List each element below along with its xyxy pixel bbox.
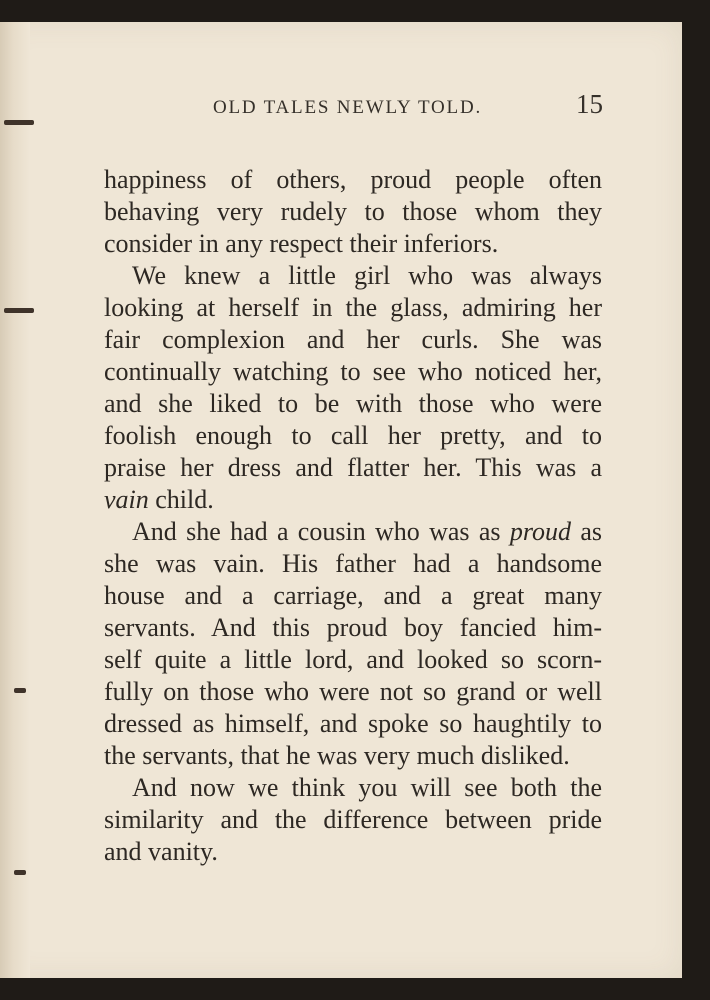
text-line: fully on those who were not so grand or well [104,677,602,706]
text-line: And now we think you will see both the [132,773,602,802]
page-header [213,89,603,124]
text-line: and vanity. [104,837,218,866]
text-line: praise her dress and flatter her. This was a [104,453,602,482]
page-gutter [0,22,30,978]
body-text [104,164,602,868]
text-line: happiness of others, proud people often [104,165,602,194]
text-line: she was vain. His father had a handsome [104,549,602,578]
text-line: similarity and the difference between pride [104,805,602,834]
running-title: OLD TALES NEWLY TOLD. [213,97,483,118]
emphasized-word: proud [509,517,572,546]
line-text: And she had a cousin who was as [132,517,510,546]
text-line: fair complexion and her curls. She was [104,325,602,354]
text-line: dressed as himself, and spoke so haughtily to [104,709,602,738]
text-line: and she liked to be with those who were [104,389,602,418]
binding-stitch [4,120,34,125]
text-line [104,484,602,516]
text-line: consider in any respect their inferiors. [104,229,499,258]
binding-stitch [14,870,26,875]
text-line: foolish enough to call her pretty, and to [104,421,602,450]
text-line: self quite a little lord, and looked so scorn- [104,645,602,674]
text-line: looking at herself in the glass, admiring her [104,293,602,322]
text-line: We knew a little girl who was always [132,261,602,290]
line-text: child. [148,485,214,514]
text-line [104,516,602,548]
text-line: the servants, that he was very much disliked. [104,741,570,770]
text-line: servants. And this proud boy fancied him- [104,613,602,642]
text-line: house and a carriage, and a great many [104,581,602,610]
line-text: as [571,517,602,546]
binding-stitch [14,688,26,693]
text-line: behaving very rudely to those whom they [104,197,602,226]
binding-stitch [4,308,34,313]
page-number: 15 [576,89,603,119]
text-line: continually watching to see who noticed her, [104,357,602,386]
emphasized-word: vain [104,485,149,514]
